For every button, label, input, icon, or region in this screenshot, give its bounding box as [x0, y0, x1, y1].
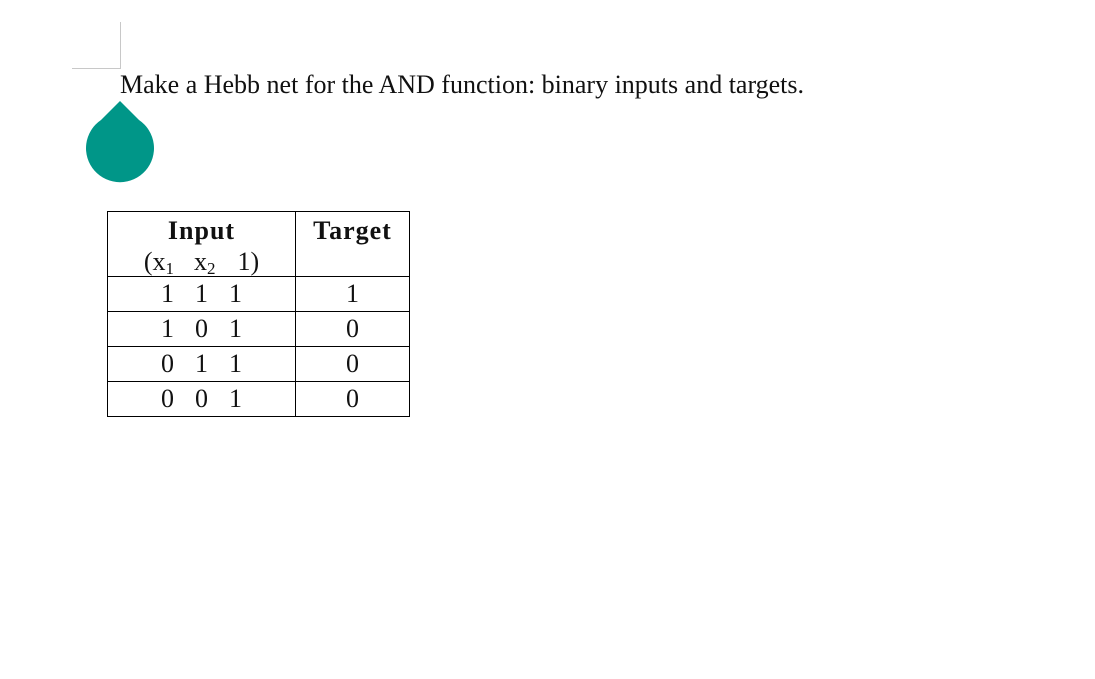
- target-header-label: Target: [313, 216, 392, 245]
- input-vector-open: (x: [143, 247, 166, 276]
- input-cell: [108, 382, 296, 417]
- input-vector-label: [108, 248, 295, 276]
- target-cell: 0: [296, 312, 410, 347]
- x2-value: 0: [195, 314, 208, 343]
- bias-value: 1: [229, 349, 242, 378]
- x1-value: 1: [161, 279, 174, 308]
- truth-table: [107, 211, 410, 417]
- input-cell: [108, 277, 296, 312]
- x1-subscript: 1: [165, 259, 174, 278]
- table-header-row: [108, 212, 410, 277]
- x1-value: 0: [161, 384, 174, 413]
- x2-value: 1: [195, 349, 208, 378]
- x2-label: x: [194, 247, 207, 276]
- x2-value: 1: [195, 279, 208, 308]
- table-row: [108, 347, 410, 382]
- page-margin-guide: [72, 22, 121, 69]
- input-cell: [108, 312, 296, 347]
- x1-value: 0: [161, 349, 174, 378]
- target-cell: 0: [296, 382, 410, 417]
- target-cell: 1: [296, 277, 410, 312]
- bias-value: 1: [229, 314, 242, 343]
- target-column-header: [296, 212, 410, 277]
- input-header-label: Input: [167, 216, 236, 245]
- table-row: [108, 382, 410, 417]
- bias-label: 1): [237, 247, 260, 276]
- target-cell: 0: [296, 347, 410, 382]
- x1-value: 1: [161, 314, 174, 343]
- x2-value: 0: [195, 384, 208, 413]
- table-row: [108, 312, 410, 347]
- table-row: [108, 277, 410, 312]
- problem-statement: Make a Hebb net for the AND function: binary inputs and targets.: [120, 70, 805, 99]
- bias-value: 1: [229, 279, 242, 308]
- x2-subscript: 2: [207, 259, 216, 278]
- bias-value: 1: [229, 384, 242, 413]
- input-cell: [108, 347, 296, 382]
- input-column-header: [108, 212, 296, 277]
- teardrop-cursor-icon[interactable]: [84, 100, 156, 186]
